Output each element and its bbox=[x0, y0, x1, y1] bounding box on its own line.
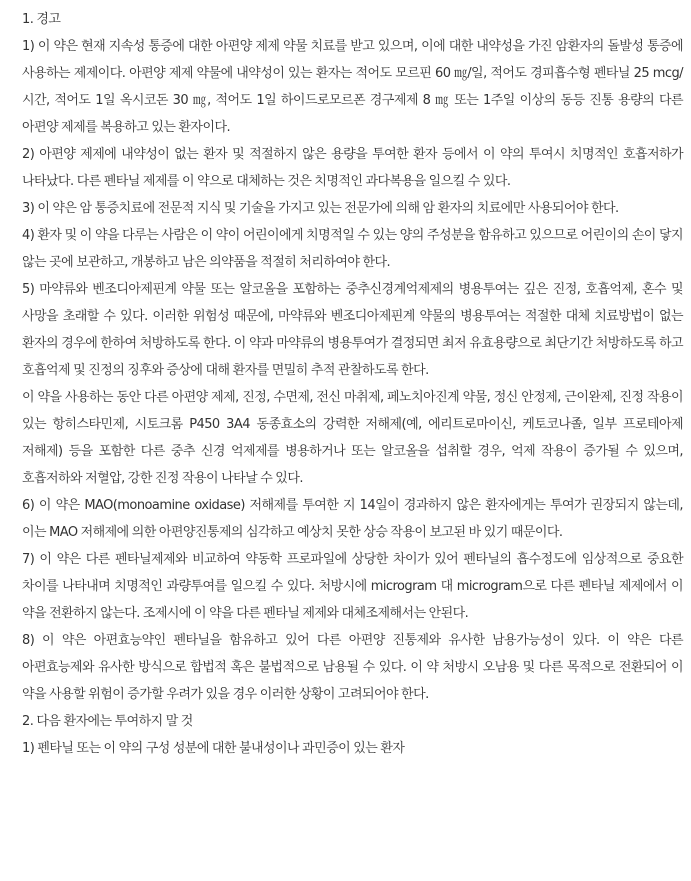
warning-item-3: 3) 이 약은 암 통증치료에 전문적 지식 및 기술을 가지고 있는 전문가에 의해 암 환자의 치료에만 사용되어야 한다. bbox=[22, 201, 619, 216]
warning-item-2: 2) 아편양 제제에 내약성이 없는 환자 및 적절하지 않은 용량을 투여한 환자 등에서 이 약의 투여시 치명적인 호흡저하가 나타났다. 다른 펜타닐 제제를 이 약으로 대체하는 것은 치명적인 과다복용을 일으킬 수 있다. bbox=[22, 147, 683, 189]
section-heading-warnings: 1. 경고 bbox=[22, 12, 61, 27]
warning-item-8: 8) 이 약은 아편효능약인 펜타닐을 함유하고 있어 다른 아편양 진통제와 유사한 남용가능성이 있다. 이 약은 다른 아편효능제와 유사한 방식으로 합법적 혹은 불법적으로 남용될 수 있다. 이 약 처방시 오남용 및 다른 목적으로 전환되어 이 약을 사용할 위험이 증가할 우려가 있을 경우 이러한 상황이 고려되어야 한다. bbox=[22, 633, 683, 702]
warning-item-7: 7) 이 약은 다른 펜타닐제제와 비교하여 약동학 프로파일에 상당한 차이가 있어 펜타닐의 흡수정도에 임상적으로 중요한 차이를 나타내며 치명적인 과량투여를 일으킬 수 있다. 처방시에 microgram 대 microgram으로 다른 펜타닐 제제에서 이 약을 전환하지 않는다. 조제시에 이 약을 다른 펜타닐 제제와 대체조제해서는 안된다. bbox=[22, 552, 683, 621]
warning-item-1: 1) 이 약은 현재 지속성 통증에 대한 아편양 제제 약물 치료를 받고 있으며, 이에 대한 내약성을 가진 암환자의 돌발성 통증에 사용하는 제제이다. 아편양 제제 약물에 내약성이 있는 환자는 적어도 모르핀 60 ㎎/일, 적어도 경피흡수형 펜타닐 25 mcg/시간, 적어도 1일 옥시코돈 30 ㎎, 적어도 1일 하이드로모르폰 경구제제 8 ㎎ 또는 1주일 이상의 동등 진통 용량의 다른 아편양 제제를 복용하고 있는 환자이다. bbox=[22, 39, 683, 135]
contraindication-item-1: 1) 펜타닐 또는 이 약의 구성 성분에 대한 불내성이나 과민증이 있는 환자 bbox=[22, 741, 405, 756]
warning-item-5-continued: 이 약을 사용하는 동안 다른 아편양 제제, 진정, 수면제, 전신 마취제, 페노치아진계 약물, 정신 안정제, 근이완제, 진정 작용이 있는 항히스타민제, 시토크롬 P450 3A4 동종효소의 강력한 저해제(예, 에리트로마이신, 케토코나졸, 일부 프로테아제 저해제) 등을 포함한 다른 중추 신경 억제제를 병용하거나 또는 알코올을 섭취할 경우, 억제 작용이 증가될 수 있으며, 호흡저하와 저혈압, 강한 진정 작용이 나타날 수 있다. bbox=[22, 390, 683, 486]
warning-item-5: 5) 마약류와 벤조디아제핀계 약물 또는 알코올을 포함하는 중추신경계억제제의 병용투여는 깊은 진정, 호흡억제, 혼수 및 사망을 초래할 수 있다. 이러한 위험성 때문에, 마약류와 벤조디아제핀계 약물의 병용투여는 적절한 대체 치료방법이 없는 환자의 경우에 한하여 처방하도록 한다. 이 약과 마약류의 병용투여가 결정되면 최저 유효용량으로 최단기간 처방하도록 하고 호흡억제 및 진정의 징후와 증상에 대해 환자를 면밀히 추적 관찰하도록 한다. bbox=[22, 282, 683, 378]
warning-item-4: 4) 환자 및 이 약을 다루는 사람은 이 약이 어린이에게 치명적일 수 있는 양의 주성분을 함유하고 있으므로 어린이의 손이 닿지 않는 곳에 보관하고, 개봉하고 남은 의약품을 적절히 처리하여야 한다. bbox=[22, 228, 683, 270]
warning-item-6: 6) 이 약은 MAO(monoamine oxidase) 저해제를 투여한 지 14일이 경과하지 않은 환자에게는 투여가 권장되지 않는데, 이는 MAO 저해제에 의한 아편양진통제의 심각하고 예상치 못한 상승 작용이 보고된 바 있기 때문이다. bbox=[22, 498, 683, 540]
section-heading-contraindications: 2. 다음 환자에는 투여하지 말 것 bbox=[22, 714, 193, 729]
